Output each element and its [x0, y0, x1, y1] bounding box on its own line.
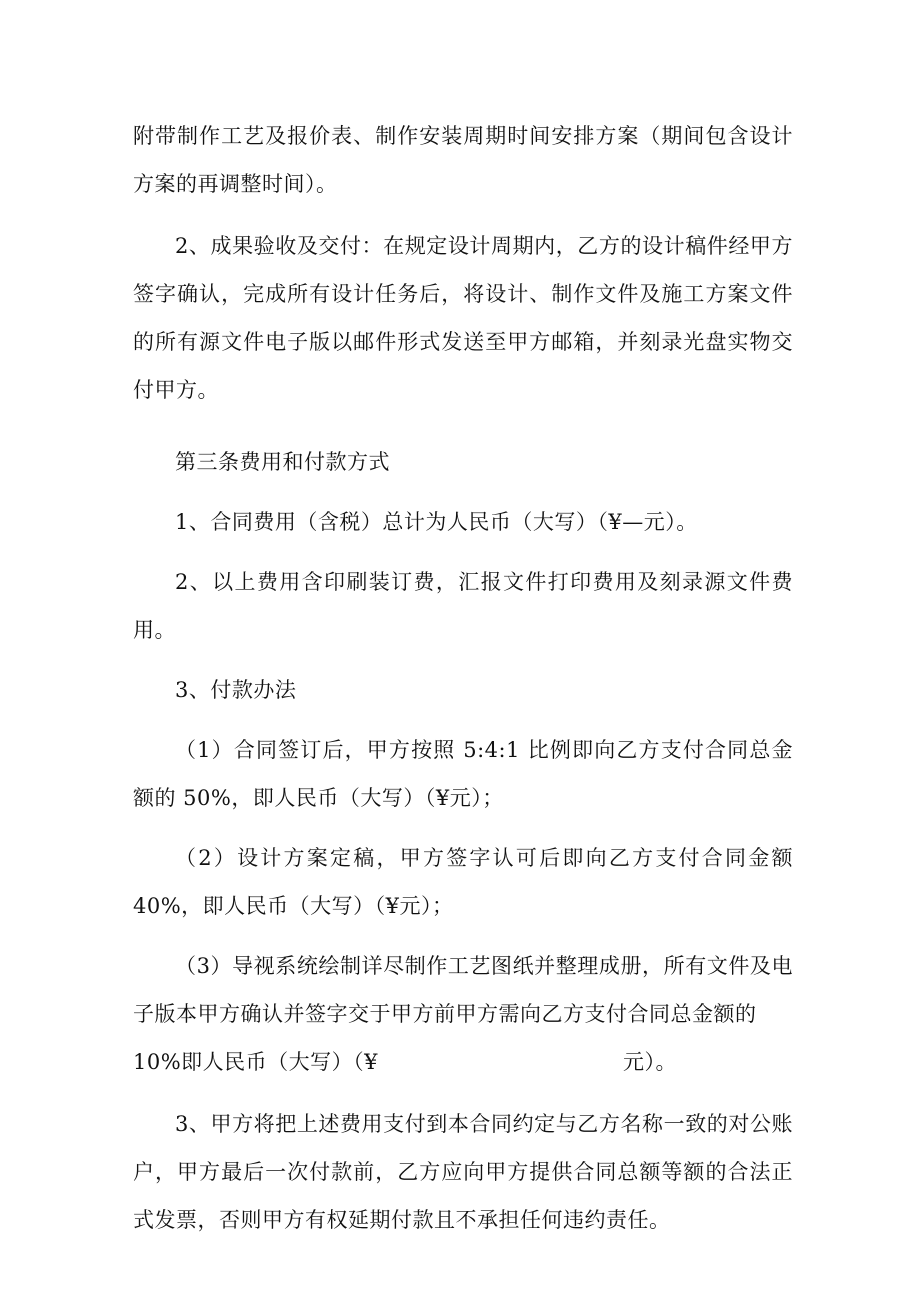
paragraph-payment-third — [133, 942, 793, 1086]
section-heading-fees-payment: 第三条费用和付款方式 — [175, 450, 390, 474]
paragraph-payment-first: （1）合同签订后，甲方按照 5:4:1 比例即向乙方支付合同总金额的 50%，即人民币（大写）（¥元）； — [133, 738, 793, 810]
paragraph-total-fee: 1、合同费用（含税）总计为人民币（大写）（¥—元）。 — [175, 510, 698, 534]
paragraph-acceptance-delivery: 2、成果验收及交付：在规定设计周期内，乙方的设计稿件经甲方签字确认，完成所有设计任务后，将设计、制作文件及施工方案文件的所有源文件电子版以邮件形式发送至甲方邮箱，并刻录光盘实物交付甲方。 — [133, 234, 793, 402]
amount-prefix: 10%即人民币（大写）（¥ — [133, 1050, 379, 1074]
amount-suffix: 元）。 — [623, 1050, 678, 1074]
paragraph-process-quote: 附带制作工艺及报价表、制作安装周期时间安排方案（期间包含设计方案的再调整时间）。 — [133, 124, 793, 196]
paragraph-fee-inclusions: 2、以上费用含印刷装订费，汇报文件打印费用及刻录源文件费用。 — [133, 570, 793, 642]
paragraph-invoice-terms: 3、甲方将把上述费用支付到本合同约定与乙方名称一致的对公账户，甲方最后一次付款前，乙方应向甲方提供合同总额等额的合法正式发票，否则甲方有权延期付款且不承担任何违约责任。 — [133, 1112, 793, 1232]
paragraph-payment-method: 3、付款办法 — [175, 678, 297, 702]
paragraph-payment-third-amount — [133, 1038, 793, 1086]
paragraph-payment-third-body: （3）导视系统绘制详尽制作工艺图纸并整理成册，所有文件及电子版本甲方确认并签字交于甲方前甲方需向乙方支付合同总金额的 — [133, 954, 793, 1026]
paragraph-payment-second: （2）设计方案定稿，甲方签字认可后即向乙方支付合同金额 40%，即人民币（大写）（¥元）； — [133, 846, 793, 918]
document-body — [133, 112, 793, 1244]
